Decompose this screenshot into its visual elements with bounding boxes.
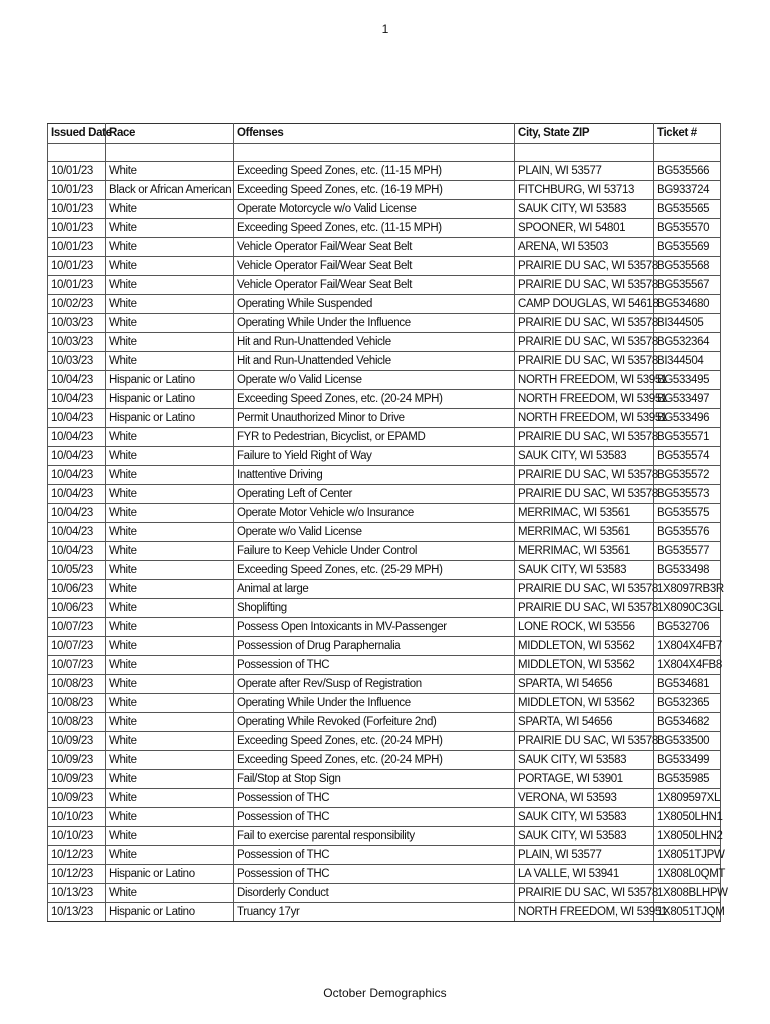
city-state-zip-cell: PLAIN, WI 53577 xyxy=(515,846,654,865)
table-row xyxy=(48,618,721,637)
offense-cell: Fail to exercise parental responsibility xyxy=(234,827,515,846)
ticket-number-cell: 1X809597XL xyxy=(654,789,721,808)
ticket-number-cell: BG535571 xyxy=(654,428,721,447)
city-state-zip-cell: PRAIRIE DU SAC, WI 53578 xyxy=(515,314,654,333)
ticket-number-cell: 1X8051TJQM xyxy=(654,903,721,922)
offense-cell: Exceeding Speed Zones, etc. (16-19 MPH) xyxy=(234,181,515,200)
table-row xyxy=(48,219,721,238)
table-row xyxy=(48,162,721,181)
city-state-zip-cell: NORTH FREEDOM, WI 53951 xyxy=(515,903,654,922)
issued-date-cell: 10/02/23 xyxy=(48,295,106,314)
race-cell: White xyxy=(106,466,234,485)
offense-cell: Failure to Yield Right of Way xyxy=(234,447,515,466)
table-row xyxy=(48,751,721,770)
issued-date-cell: 10/10/23 xyxy=(48,827,106,846)
issued-date-cell: 10/04/23 xyxy=(48,409,106,428)
table-row xyxy=(48,580,721,599)
city-state-zip-cell: PRAIRIE DU SAC, WI 53578 xyxy=(515,428,654,447)
city-state-zip-cell: LA VALLE, WI 53941 xyxy=(515,865,654,884)
issued-date-cell: 10/01/23 xyxy=(48,238,106,257)
issued-date-cell: 10/07/23 xyxy=(48,618,106,637)
city-state-zip-cell: SAUK CITY, WI 53583 xyxy=(515,200,654,219)
ticket-number-cell: BG533495 xyxy=(654,371,721,390)
race-cell: White xyxy=(106,542,234,561)
table-body xyxy=(48,144,728,922)
offense-cell: Shoplifting xyxy=(234,599,515,618)
city-state-zip-cell: NORTH FREEDOM, WI 53951 xyxy=(515,390,654,409)
offense-cell: Operating While Revoked (Forfeiture 2nd) xyxy=(234,713,515,732)
ticket-number-cell: BG535569 xyxy=(654,238,721,257)
ticket-number-cell: 1X8050LHN1 xyxy=(654,808,721,827)
table-row xyxy=(48,428,721,447)
table-row xyxy=(48,314,721,333)
issued-date-cell: 10/01/23 xyxy=(48,162,106,181)
table-row xyxy=(48,732,721,751)
issued-date-cell: 10/04/23 xyxy=(48,504,106,523)
table-row xyxy=(48,789,721,808)
city-state-zip-cell: NORTH FREEDOM, WI 53951 xyxy=(515,409,654,428)
issued-date-cell: 10/06/23 xyxy=(48,580,106,599)
table-row xyxy=(48,675,721,694)
ticket-number-cell: BG535568 xyxy=(654,257,721,276)
offense-cell: Operating Left of Center xyxy=(234,485,515,504)
offense-cell: Disorderly Conduct xyxy=(234,884,515,903)
issued-date-cell: 10/10/23 xyxy=(48,808,106,827)
city-state-zip-cell: PRAIRIE DU SAC, WI 53578 xyxy=(515,580,654,599)
issued-date-cell: 10/03/23 xyxy=(48,352,106,371)
city-state-zip-cell: PRAIRIE DU SAC, WI 53578 xyxy=(515,257,654,276)
race-cell: White xyxy=(106,808,234,827)
city-state-zip-cell: MIDDLETON, WI 53562 xyxy=(515,656,654,675)
ticket-number-cell: BG535565 xyxy=(654,200,721,219)
offense-cell: Truancy 17yr xyxy=(234,903,515,922)
issued-date-cell: 10/03/23 xyxy=(48,314,106,333)
city-state-zip-cell: MERRIMAC, WI 53561 xyxy=(515,523,654,542)
table-row xyxy=(48,808,721,827)
offense-cell: Exceeding Speed Zones, etc. (25-29 MPH) xyxy=(234,561,515,580)
table-row xyxy=(48,656,721,675)
city-state-zip-cell: FITCHBURG, WI 53713 xyxy=(515,181,654,200)
offense-cell: FYR to Pedestrian, Bicyclist, or EPAMD xyxy=(234,428,515,447)
offense-cell: Vehicle Operator Fail/Wear Seat Belt xyxy=(234,257,515,276)
offense-cell: Hit and Run-Unattended Vehicle xyxy=(234,333,515,352)
city-state-zip-cell: MERRIMAC, WI 53561 xyxy=(515,504,654,523)
issued-date-cell: 10/01/23 xyxy=(48,219,106,238)
issued-date-cell: 10/13/23 xyxy=(48,903,106,922)
ticket-number-cell: BG533500 xyxy=(654,732,721,751)
offense-cell: Possession of Drug Paraphernalia xyxy=(234,637,515,656)
race-cell: White xyxy=(106,485,234,504)
issued-date-cell: 10/09/23 xyxy=(48,770,106,789)
table-row xyxy=(48,637,721,656)
offense-cell: Possession of THC xyxy=(234,656,515,675)
race-cell: White xyxy=(106,846,234,865)
offense-cell: Failure to Keep Vehicle Under Control xyxy=(234,542,515,561)
column-header-race: Race xyxy=(106,124,234,144)
offense-cell: Vehicle Operator Fail/Wear Seat Belt xyxy=(234,238,515,257)
table-row xyxy=(48,713,721,732)
offense-cell: Vehicle Operator Fail/Wear Seat Belt xyxy=(234,276,515,295)
issued-date-cell: 10/12/23 xyxy=(48,865,106,884)
table-row xyxy=(48,827,721,846)
race-cell: White xyxy=(106,295,234,314)
table-row xyxy=(48,865,721,884)
city-state-zip-cell: PRAIRIE DU SAC, WI 53578 xyxy=(515,466,654,485)
offense-cell: Possession of THC xyxy=(234,846,515,865)
blank-cell xyxy=(654,144,721,162)
ticket-number-cell: BG534681 xyxy=(654,675,721,694)
ticket-number-cell: 1X8090C3GL xyxy=(654,599,721,618)
ticket-number-cell: BG535576 xyxy=(654,523,721,542)
city-state-zip-cell: PORTAGE, WI 53901 xyxy=(515,770,654,789)
issued-date-cell: 10/13/23 xyxy=(48,884,106,903)
city-state-zip-cell: SAUK CITY, WI 53583 xyxy=(515,561,654,580)
table-row xyxy=(48,846,721,865)
city-state-zip-cell: SAUK CITY, WI 53583 xyxy=(515,827,654,846)
race-cell: White xyxy=(106,675,234,694)
table-row xyxy=(48,238,721,257)
city-state-zip-cell: PRAIRIE DU SAC, WI 53578 xyxy=(515,485,654,504)
race-cell: Hispanic or Latino xyxy=(106,903,234,922)
offense-cell: Permit Unauthorized Minor to Drive xyxy=(234,409,515,428)
offense-cell: Operate after Rev/Susp of Registration xyxy=(234,675,515,694)
table-row xyxy=(48,409,721,428)
offense-cell: Fail/Stop at Stop Sign xyxy=(234,770,515,789)
table-row xyxy=(48,333,721,352)
issued-date-cell: 10/08/23 xyxy=(48,713,106,732)
table-row xyxy=(48,504,721,523)
issued-date-cell: 10/12/23 xyxy=(48,846,106,865)
ticket-number-cell: BI344505 xyxy=(654,314,721,333)
issued-date-cell: 10/04/23 xyxy=(48,428,106,447)
race-cell: Hispanic or Latino xyxy=(106,371,234,390)
race-cell: White xyxy=(106,523,234,542)
issued-date-cell: 10/04/23 xyxy=(48,447,106,466)
race-cell: White xyxy=(106,238,234,257)
column-header-ticket-number: Ticket # xyxy=(654,124,721,144)
table-row xyxy=(48,561,721,580)
table-row xyxy=(48,352,721,371)
race-cell: White xyxy=(106,200,234,219)
city-state-zip-cell: MIDDLETON, WI 53562 xyxy=(515,694,654,713)
ticket-number-cell: BG534680 xyxy=(654,295,721,314)
offense-cell: Operate Motor Vehicle w/o Insurance xyxy=(234,504,515,523)
blank-cell xyxy=(106,144,234,162)
page-number: 1 xyxy=(381,22,389,36)
table-row xyxy=(48,371,721,390)
city-state-zip-cell: ARENA, WI 53503 xyxy=(515,238,654,257)
ticket-number-cell: BG532364 xyxy=(654,333,721,352)
issued-date-cell: 10/01/23 xyxy=(48,181,106,200)
footer-title: October Demographics xyxy=(323,986,447,1000)
blank-cell xyxy=(515,144,654,162)
offense-cell: Possession of THC xyxy=(234,789,515,808)
issued-date-cell: 10/08/23 xyxy=(48,675,106,694)
race-cell: White xyxy=(106,713,234,732)
offense-cell: Exceeding Speed Zones, etc. (11-15 MPH) xyxy=(234,219,515,238)
table-header-row xyxy=(48,124,721,144)
ticket-number-cell: 1X804X4FB8 xyxy=(654,656,721,675)
issued-date-cell: 10/09/23 xyxy=(48,732,106,751)
ticket-number-cell: 1X804X4FB7 xyxy=(654,637,721,656)
issued-date-cell: 10/05/23 xyxy=(48,561,106,580)
column-header-city-state-zip: City, State ZIP xyxy=(515,124,654,144)
issued-date-cell: 10/04/23 xyxy=(48,542,106,561)
offense-cell: Exceeding Speed Zones, etc. (20-24 MPH) xyxy=(234,732,515,751)
race-cell: White xyxy=(106,447,234,466)
ticket-number-cell: BG535572 xyxy=(654,466,721,485)
race-cell: Hispanic or Latino xyxy=(106,390,234,409)
ticket-number-cell: BI344504 xyxy=(654,352,721,371)
offense-cell: Operate w/o Valid License xyxy=(234,371,515,390)
race-cell: White xyxy=(106,789,234,808)
city-state-zip-cell: LONE ROCK, WI 53556 xyxy=(515,618,654,637)
city-state-zip-cell: PRAIRIE DU SAC, WI 53578 xyxy=(515,732,654,751)
issued-date-cell: 10/07/23 xyxy=(48,656,106,675)
race-cell: White xyxy=(106,314,234,333)
city-state-zip-cell: MERRIMAC, WI 53561 xyxy=(515,542,654,561)
issued-date-cell: 10/06/23 xyxy=(48,599,106,618)
ticket-number-cell: 1X8097RB3R xyxy=(654,580,721,599)
offense-cell: Exceeding Speed Zones, etc. (20-24 MPH) xyxy=(234,390,515,409)
ticket-number-cell: BG534682 xyxy=(654,713,721,732)
city-state-zip-cell: SAUK CITY, WI 53583 xyxy=(515,808,654,827)
ticket-number-cell: 1X8050LHN2 xyxy=(654,827,721,846)
city-state-zip-cell: PLAIN, WI 53577 xyxy=(515,162,654,181)
city-state-zip-cell: PRAIRIE DU SAC, WI 53578 xyxy=(515,599,654,618)
race-cell: White xyxy=(106,732,234,751)
city-state-zip-cell: PRAIRIE DU SAC, WI 53578 xyxy=(515,333,654,352)
issued-date-cell: 10/01/23 xyxy=(48,200,106,219)
city-state-zip-cell: PRAIRIE DU SAC, WI 53578 xyxy=(515,884,654,903)
ticket-number-cell: BG532706 xyxy=(654,618,721,637)
city-state-zip-cell: PRAIRIE DU SAC, WI 53578 xyxy=(515,352,654,371)
issued-date-cell: 10/04/23 xyxy=(48,390,106,409)
offense-cell: Possession of THC xyxy=(234,808,515,827)
column-header-offenses: Offenses xyxy=(234,124,515,144)
offense-cell: Operating While Under the Influence xyxy=(234,314,515,333)
ticket-number-cell: 1X808L0QMT xyxy=(654,865,721,884)
race-cell: White xyxy=(106,770,234,789)
table-row xyxy=(48,295,721,314)
ticket-number-cell: BG933724 xyxy=(654,181,721,200)
table-row xyxy=(48,447,721,466)
race-cell: Black or African American xyxy=(106,181,234,200)
city-state-zip-cell: CAMP DOUGLAS, WI 54618 xyxy=(515,295,654,314)
ticket-number-cell: BG535573 xyxy=(654,485,721,504)
offense-cell: Inattentive Driving xyxy=(234,466,515,485)
offense-cell: Animal at large xyxy=(234,580,515,599)
race-cell: White xyxy=(106,656,234,675)
table-row xyxy=(48,903,721,922)
city-state-zip-cell: VERONA, WI 53593 xyxy=(515,789,654,808)
offense-cell: Operate Motorcycle w/o Valid License xyxy=(234,200,515,219)
table-row xyxy=(48,884,721,903)
issued-date-cell: 10/04/23 xyxy=(48,466,106,485)
ticket-number-cell: BG535570 xyxy=(654,219,721,238)
blank-cell xyxy=(234,144,515,162)
ticket-number-cell: BG532365 xyxy=(654,694,721,713)
offense-cell: Operating While Suspended xyxy=(234,295,515,314)
ticket-number-cell: BG535566 xyxy=(654,162,721,181)
citations-table xyxy=(47,123,728,922)
table-row xyxy=(48,466,721,485)
race-cell: White xyxy=(106,504,234,523)
issued-date-cell: 10/01/23 xyxy=(48,257,106,276)
ticket-number-cell: 1X808BLHPW xyxy=(654,884,721,903)
issued-date-cell: 10/07/23 xyxy=(48,637,106,656)
ticket-number-cell: BG535574 xyxy=(654,447,721,466)
race-cell: White xyxy=(106,827,234,846)
table-row xyxy=(48,599,721,618)
city-state-zip-cell: NORTH FREEDOM, WI 53951 xyxy=(515,371,654,390)
offense-cell: Operating While Under the Influence xyxy=(234,694,515,713)
race-cell: White xyxy=(106,276,234,295)
ticket-number-cell: BG533499 xyxy=(654,751,721,770)
race-cell: White xyxy=(106,162,234,181)
issued-date-cell: 10/04/23 xyxy=(48,371,106,390)
city-state-zip-cell: PRAIRIE DU SAC, WI 53578 xyxy=(515,276,654,295)
offense-cell: Exceeding Speed Zones, etc. (20-24 MPH) xyxy=(234,751,515,770)
ticket-number-cell: BG533497 xyxy=(654,390,721,409)
issued-date-cell: 10/09/23 xyxy=(48,751,106,770)
city-state-zip-cell: SAUK CITY, WI 53583 xyxy=(515,447,654,466)
race-cell: White xyxy=(106,352,234,371)
issued-date-cell: 10/03/23 xyxy=(48,333,106,352)
offense-cell: Possession of THC xyxy=(234,865,515,884)
ticket-number-cell: BG535577 xyxy=(654,542,721,561)
ticket-number-cell: BG535567 xyxy=(654,276,721,295)
table-row xyxy=(48,181,721,200)
race-cell: White xyxy=(106,257,234,276)
race-cell: White xyxy=(106,694,234,713)
race-cell: White xyxy=(106,637,234,656)
ticket-number-cell: BG535985 xyxy=(654,770,721,789)
blank-row xyxy=(48,144,721,162)
race-cell: White xyxy=(106,428,234,447)
race-cell: White xyxy=(106,599,234,618)
race-cell: White xyxy=(106,561,234,580)
issued-date-cell: 10/01/23 xyxy=(48,276,106,295)
ticket-number-cell: BG533498 xyxy=(654,561,721,580)
offense-cell: Operate w/o Valid License xyxy=(234,523,515,542)
race-cell: Hispanic or Latino xyxy=(106,865,234,884)
issued-date-cell: 10/09/23 xyxy=(48,789,106,808)
offense-cell: Hit and Run-Unattended Vehicle xyxy=(234,352,515,371)
issued-date-cell: 10/04/23 xyxy=(48,485,106,504)
table-row xyxy=(48,694,721,713)
race-cell: White xyxy=(106,219,234,238)
column-header-issued-date: Issued Date xyxy=(48,124,106,144)
offense-cell: Exceeding Speed Zones, etc. (11-15 MPH) xyxy=(234,162,515,181)
city-state-zip-cell: MIDDLETON, WI 53562 xyxy=(515,637,654,656)
race-cell: White xyxy=(106,333,234,352)
issued-date-cell: 10/04/23 xyxy=(48,523,106,542)
city-state-zip-cell: SAUK CITY, WI 53583 xyxy=(515,751,654,770)
table-row xyxy=(48,542,721,561)
ticket-number-cell: BG535575 xyxy=(654,504,721,523)
ticket-number-cell: 1X8051TJPW xyxy=(654,846,721,865)
issued-date-cell: 10/08/23 xyxy=(48,694,106,713)
offense-cell: Possess Open Intoxicants in MV-Passenger xyxy=(234,618,515,637)
race-cell: White xyxy=(106,751,234,770)
table-row xyxy=(48,276,721,295)
city-state-zip-cell: SPARTA, WI 54656 xyxy=(515,675,654,694)
race-cell: White xyxy=(106,580,234,599)
table-row xyxy=(48,200,721,219)
table-row xyxy=(48,257,721,276)
race-cell: White xyxy=(106,884,234,903)
table-row xyxy=(48,770,721,789)
blank-cell xyxy=(48,144,106,162)
race-cell: Hispanic or Latino xyxy=(106,409,234,428)
ticket-number-cell: BG533496 xyxy=(654,409,721,428)
table-row xyxy=(48,390,721,409)
table-row xyxy=(48,523,721,542)
city-state-zip-cell: SPARTA, WI 54656 xyxy=(515,713,654,732)
race-cell: White xyxy=(106,618,234,637)
table-row xyxy=(48,485,721,504)
city-state-zip-cell: SPOONER, WI 54801 xyxy=(515,219,654,238)
